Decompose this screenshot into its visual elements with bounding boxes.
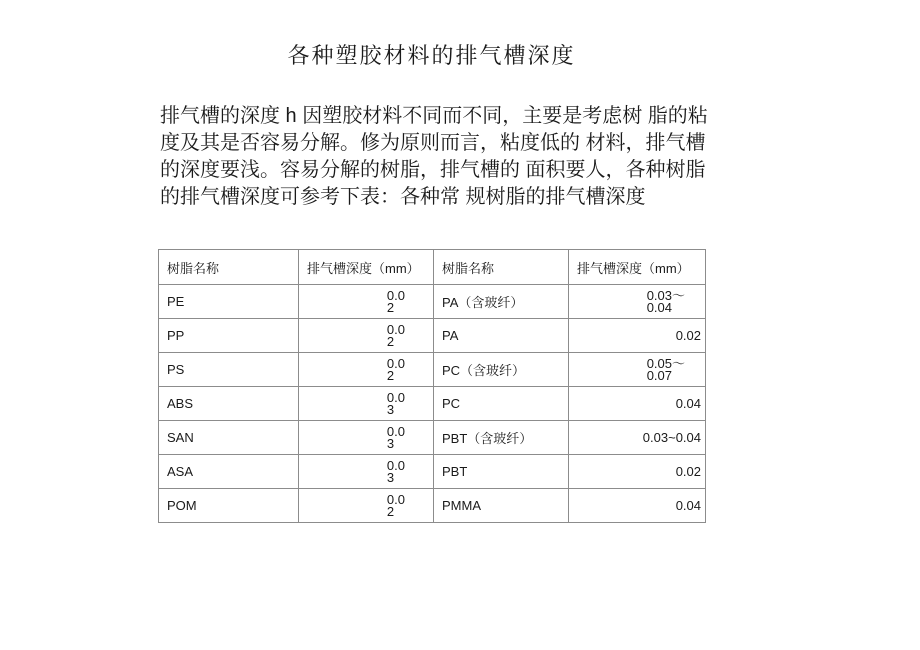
resin-name: PE <box>167 294 185 309</box>
depth-value-cell <box>299 353 434 387</box>
depth-value-cell <box>569 285 706 319</box>
resin-name: PA（含玻纤） <box>442 295 524 310</box>
table-row <box>159 455 706 489</box>
body-paragraph <box>160 103 760 211</box>
table-row <box>159 285 706 319</box>
resin-name: PC（含玻纤） <box>442 363 526 378</box>
depth-value-cell <box>569 387 706 421</box>
depth-value-cell <box>299 285 434 319</box>
vent-depth-table <box>158 249 706 523</box>
depth-value-cell <box>299 387 434 421</box>
resin-name-cell <box>434 319 569 353</box>
depth-value-cell <box>569 421 706 455</box>
table-row <box>159 319 706 353</box>
header-resin-name-left: 树脂名称 <box>159 250 299 285</box>
depth-value: 0.03~0.04 <box>642 430 701 445</box>
paragraph-line: 的排气槽深度可参考下表：各种常 规树脂的排气槽深度 <box>160 186 646 208</box>
paragraph-line: 的深度要浅。容易分解的树脂，排气槽的 面积要人，各种树脂 <box>160 159 706 181</box>
depth-value: 0.02 <box>675 328 701 343</box>
depth-value: 0.0 3 <box>386 423 405 451</box>
resin-name-cell <box>159 353 299 387</box>
resin-name: ASA <box>167 464 194 479</box>
resin-name-cell <box>159 489 299 523</box>
resin-name: PBT <box>442 464 468 479</box>
resin-name: PC <box>442 396 461 411</box>
resin-name: PMMA <box>442 498 481 513</box>
depth-value: 0.0 2 <box>386 287 405 315</box>
resin-name: PBT（含玻纤） <box>442 431 533 446</box>
depth-value-cell <box>299 455 434 489</box>
resin-name: PA <box>442 328 459 343</box>
table-row <box>159 353 706 387</box>
depth-value: 0.0 2 <box>386 491 405 519</box>
resin-name-cell <box>434 353 569 387</box>
resin-name-cell <box>159 319 299 353</box>
depth-value-cell <box>299 319 434 353</box>
resin-name-cell <box>434 489 569 523</box>
paragraph-line: 度及其是否容易分解。修为原则而言，粘度低的 材料，排气槽 <box>160 132 706 154</box>
resin-name-cell <box>434 421 569 455</box>
resin-name-cell <box>434 387 569 421</box>
depth-value: 0.03〜 0.04 <box>646 287 685 315</box>
depth-value-cell <box>569 489 706 523</box>
depth-value: 0.02 <box>675 464 701 479</box>
depth-value: 0.0 3 <box>386 389 405 417</box>
resin-name: PS <box>167 362 185 377</box>
depth-value-cell <box>569 455 706 489</box>
depth-value: 0.04 <box>675 396 701 411</box>
resin-name: SAN <box>167 430 194 445</box>
document-title: 各种塑胶材料的排气槽深度 <box>287 43 576 68</box>
resin-name: ABS <box>167 396 194 411</box>
resin-name-cell <box>434 455 569 489</box>
header-depth-right: 排气槽深度（mm） <box>569 250 706 285</box>
resin-name: PP <box>167 328 185 343</box>
resin-name-cell <box>159 285 299 319</box>
depth-value-cell <box>299 489 434 523</box>
table-row <box>159 387 706 421</box>
depth-value: 0.04 <box>675 498 701 513</box>
depth-value: 0.05〜 0.07 <box>646 355 685 383</box>
resin-name-cell <box>434 285 569 319</box>
depth-value-cell <box>569 353 706 387</box>
depth-value: 0.0 2 <box>386 321 405 349</box>
table-header-row <box>159 250 706 285</box>
resin-name-cell <box>159 387 299 421</box>
depth-value: 0.0 3 <box>386 457 405 485</box>
paragraph-line: 排气槽的深度 h 因塑胶材料不同而不同，主要是考虑树 脂的粘 <box>160 105 708 127</box>
resin-name-cell <box>159 455 299 489</box>
table-row <box>159 421 706 455</box>
depth-value: 0.0 2 <box>386 355 405 383</box>
resin-name-cell <box>159 421 299 455</box>
depth-value-cell <box>299 421 434 455</box>
depth-value-cell <box>569 319 706 353</box>
header-depth-left: 排气槽深度（mm） <box>299 250 434 285</box>
resin-name: POM <box>167 498 197 513</box>
header-resin-name-right: 树脂名称 <box>434 250 569 285</box>
table-row <box>159 489 706 523</box>
